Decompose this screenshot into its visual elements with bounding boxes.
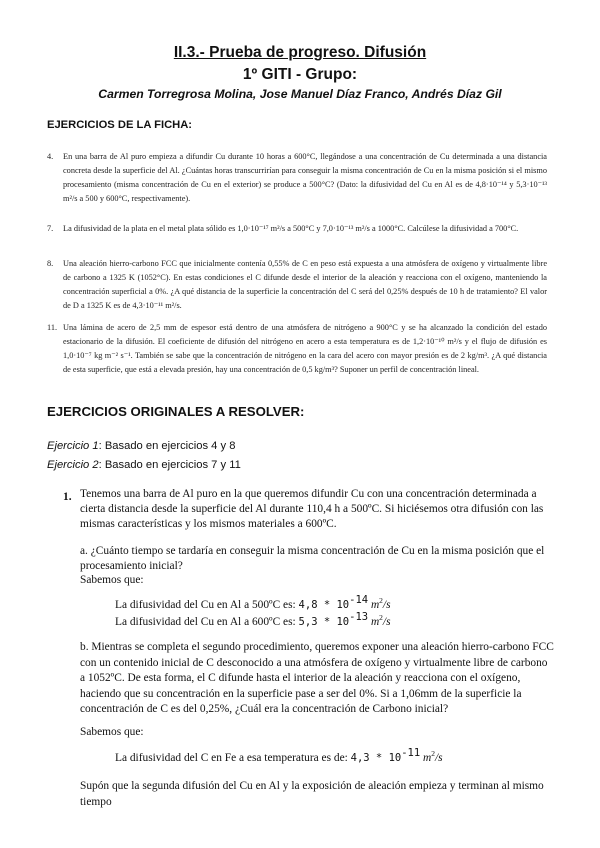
unit-m: m <box>420 751 432 764</box>
unit-m: m <box>368 615 380 628</box>
final-note: Supón que la segunda difusión del Cu en Al y la exposición de aleación empieza y terminan al mismo tiempo <box>80 780 544 808</box>
formula-label: La difusividad del C en Fe a esa temperatura es de: <box>115 751 351 764</box>
unit-exp: 2 <box>379 596 383 605</box>
formula-diffusivity-500 <box>115 594 391 611</box>
ejercicio-1-line <box>47 440 235 452</box>
problem-1-statement: Tenemos una barra de Al puro en la que queremos difundir Cu con una concentración determinada a cierta distancia desde la superficie del Al durante 110,4 h a 500ºC. Si hiciésemos otra difusión con las mismas características y los mismos materiales a 600ºC. <box>80 488 544 530</box>
ejercicio-2-line <box>47 459 241 471</box>
exercise-number: 7. <box>47 224 54 233</box>
page-title: II.3.- Prueba de progreso. Difusión <box>173 44 427 61</box>
exercise-text: Una lámina de acero de 2,5 mm de espesor está dentro de una atmósfera de nitrógeno a 900°C y se ha alcanzado la condición del estado estacionario de la difusión. El coeficiente de difusión del nitrógeno en acero a esta temperatura es de 1,2·10⁻¹⁰ m²/s y el flujo de difusión es 1,0·10⁻⁷ kg m⁻² s⁻¹. También se sabe que la concentración de nitrógeno en la cara del acero con mayor presión es de 2 kg/m³. ¿A qué distancia de esta superficie, que está a elevada presión, hay una concentración de 0,5 kg/m³? Suponer un perfil de concentración lineal. <box>63 323 547 374</box>
question-b: b. Mientras se completa el segundo procedimiento, queremos exponer una aleación hierro-carbono FCC con un contenido inicial de C desconocido a una atmósfera de oxígeno y virtualmente libre de carbono a 1052ºC. De esta forma, el C difunde hasta el interior de la aleación y reacciona con el oxígeno, haciendo que su concentración en la superficie pase a ser del 0%. Si a 1,06mm de la superficie la concentración de C es del 0,25%, ¿Cuál era la concentración de Carbono inicial? <box>80 641 554 715</box>
formula-value: 5,3 * 10 <box>298 615 350 628</box>
formula-label: La difusividad del Cu en Al a 500ºC es: <box>115 598 299 611</box>
formula-exponent: -13 <box>349 611 369 623</box>
page-subtitle: 1º GITI - Grupo: <box>242 66 358 83</box>
exercise-number: 4. <box>47 152 54 161</box>
exercise-number: 11. <box>47 323 58 332</box>
formula-diffusivity-c-fe <box>115 747 443 764</box>
unit-s: /s <box>382 598 391 611</box>
ejercicio-2-text: : Basado en ejercicios 7 y 11 <box>98 459 241 471</box>
formula-diffusivity-600 <box>115 611 391 628</box>
formula-exponent: -14 <box>349 594 369 606</box>
originales-heading: EJERCICIOS ORIGINALES A RESOLVER: <box>47 404 305 419</box>
formula-exponent: -11 <box>401 747 421 759</box>
unit-s: /s <box>435 751 443 764</box>
sabemos-a: Sabemos que: <box>80 574 144 586</box>
authors-line: Carmen Torregrosa Molina, Jose Manuel Díaz Franco, Andrés Díaz Gil <box>98 87 502 101</box>
formula-value: 4,8 * 10 <box>298 598 350 611</box>
question-a: a. ¿Cuánto tiempo se tardaría en conseguir la misma concentración de Cu en la misma posición que el procesamiento inicial? <box>80 545 545 572</box>
formula-value: 4,3 * 10 <box>350 751 402 764</box>
ejercicio-1-label: Ejercicio 1 <box>47 440 99 452</box>
unit-exp: 2 <box>379 613 383 622</box>
problem-1-number: 1. <box>63 491 72 503</box>
unit-exp: 2 <box>431 749 436 758</box>
exercise-text: Una aleación hierro-carbono FCC que inicialmente contenía 0,55% de C en peso está expuesta a una atmósfera de oxígeno y virtualmente libre de carbono a 1325 K (1052°C). En estas condiciones el C difunde desde el interior de la aleación y reacciona con el oxígeno, manteniendo la concentración superficial a 0%. ¿A qué distancia de la superficie la concentración del C será del 0,25% después de 10 h de tratamiento? El valor de D a 1325 K es de 4,3·10⁻¹¹ m²/s. <box>63 259 547 310</box>
exercise-number: 8. <box>47 259 54 268</box>
exercise-text: La difusividad de la plata en el metal plata sólido es 1,0·10⁻¹⁷ m²/s a 500°C y 7,0·10⁻¹³ m²/s a 1000°C. Calcúlese la difusividad a 700°C. <box>63 224 519 233</box>
exercise-text: En una barra de Al puro empieza a difundir Cu durante 10 horas a 600°C, llegándose a una concentración de Cu determinada a una distancia concreta desde la superficie del Al. ¿Cuántas horas transcurrirían para conseguir la misma concentración de Cu en la misma posición si el mismo procesamiento (misma concentración de Cu en el exterior) se produce a 500°C? (Dato: la difusividad del Cu en Al es de 4,8·10⁻¹⁴ y 5,3·10⁻¹³ m²/s a 500 y 600°C, respectivamente). <box>63 152 547 203</box>
unit-s: /s <box>382 615 391 628</box>
formula-label: La difusividad del Cu en Al a 600ºC es: <box>115 615 299 628</box>
unit-m: m <box>368 598 380 611</box>
ejercicio-2-label: Ejercicio 2 <box>47 459 99 471</box>
sabemos-b: Sabemos que: <box>80 726 144 738</box>
ficha-heading: EJERCICIOS DE LA FICHA: <box>47 119 193 131</box>
ejercicio-1-text: : Basado en ejercicios 4 y 8 <box>98 440 236 452</box>
